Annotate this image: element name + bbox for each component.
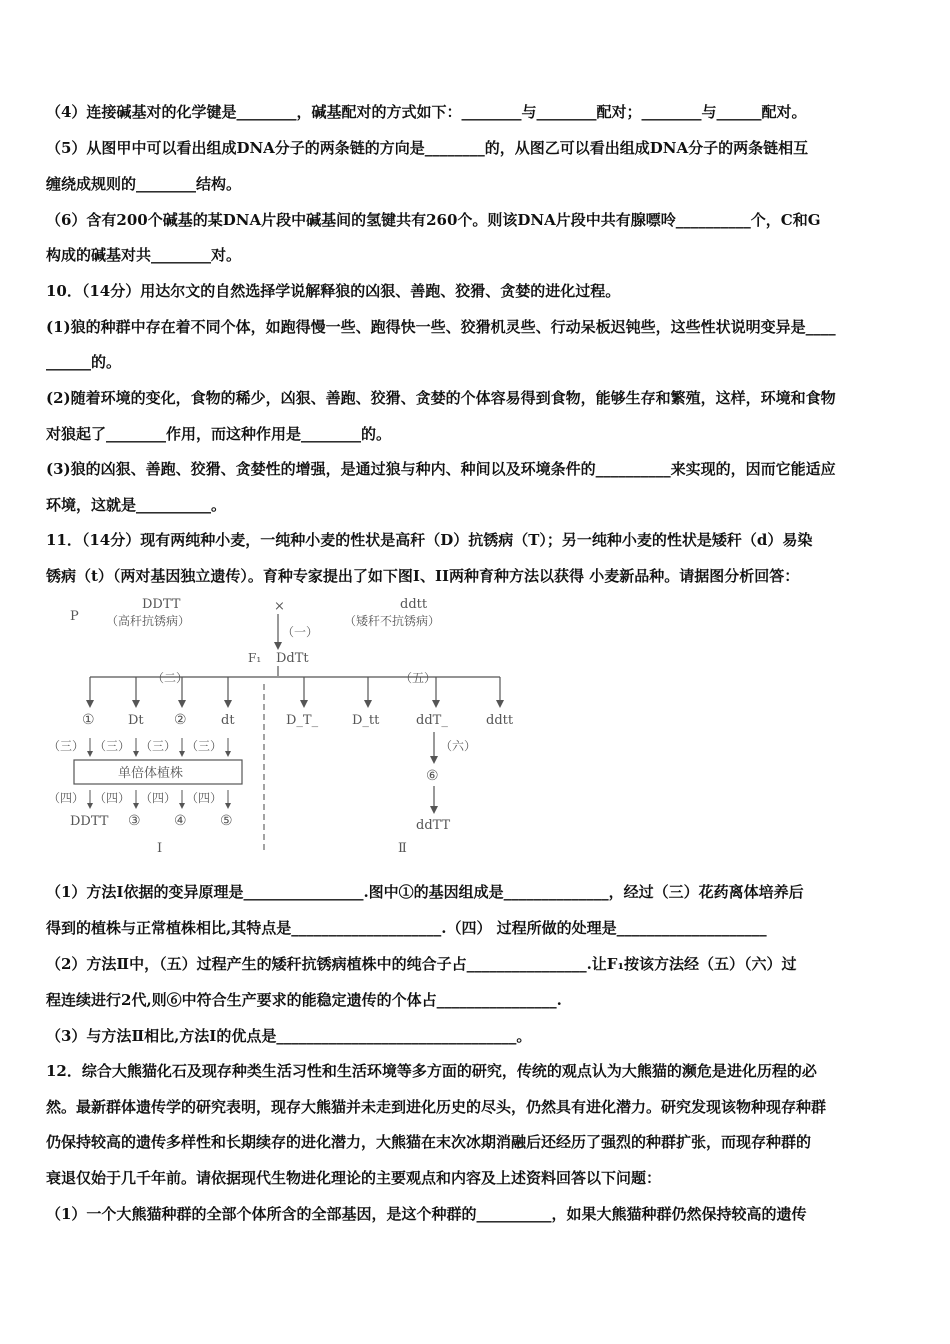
q9-part6-line1: （6）含有200个碱基的某DNA片段中碱基间的氢键共有260个。则该DNA片段中共有腺嘌呤__________个，C和G (46, 211, 821, 229)
q12-line4: 衰退仅始于几千年前。请依据现代生物进化理论的主要观点和内容及上述资料回答以下问题： (46, 1169, 662, 1187)
diagram-p-label: P (70, 609, 79, 624)
q9-part5-line2: 缠绕成规则的________结构。 (46, 175, 242, 193)
diagram-label-method2: Ⅱ (398, 841, 407, 856)
q12-line1: 12．综合大熊猫化石及现存种类生活习性和生活环境等多方面的研究，传统的观点认为大熊猫的濒危是进化历程的必 (46, 1062, 817, 1080)
q10-part3-line1: (3)狼的凶狠、善跑、狡猾、贪婪性的增强，是通过狼与种内、种间以及环境条件的__________来实现的，因而它能适应 (46, 460, 836, 478)
diagram-step4-d: （四） (186, 791, 223, 805)
breeding-diagram (48, 592, 530, 860)
diagram-parent1-desc: （高秆抗锈病） (106, 614, 191, 628)
diagram-step4-a: （四） (48, 791, 85, 805)
q12-part1: （1）一个大熊猫种群的全部个体所含的全部基因，是这个种群的__________，如果大熊猫种群仍然保持较高的遗传 (46, 1205, 807, 1223)
diagram-result-5: ⑤ (220, 813, 233, 829)
q11-part3: （3）与方法Ⅱ相比,方法Ⅰ的优点是________________________________。 (46, 1027, 532, 1045)
diagram-step5: （五） (400, 671, 437, 685)
diagram-step4-b: （四） (94, 791, 131, 805)
diagram-gamete-4: dt (221, 713, 235, 728)
diagram-f2-3: ddT_ (416, 713, 448, 728)
q12-line2: 然。最新群体遗传学的研究表明，现存大熊猫并未走到进化历史的尽头，仍然具有进化潜力。研究发现该物种现存种群 (46, 1098, 827, 1116)
diagram-parent2-desc: （矮秆不抗锈病） (344, 614, 441, 628)
q9-part5-line1: （5）从图甲中可以看出组成DNA分子的两条链的方向是________的，从图乙可以看出组成DNA分子的两条链相互 (46, 139, 809, 157)
diagram-step3-b: （三） (94, 739, 131, 753)
diagram-result-ddtt: DDTT (70, 814, 109, 829)
diagram-step3-c: （三） (140, 739, 177, 753)
diagram-step1: （一） (282, 625, 319, 639)
diagram-gamete-2: Dt (128, 713, 144, 728)
q11-part1-line2: 得到的植株与正常植株相比,其特点是____________________.（四） 过程所做的处理是____________________ (46, 919, 767, 937)
diagram-step3-a: （三） (48, 739, 85, 753)
q10-part2-line1: (2)随着环境的变化，食物的稀少，凶狠、善跑、狡猾、贪婪的个体容易得到食物，能够生存和繁殖，这样，环境和食物 (46, 389, 836, 407)
diagram-parent1: DDTT (142, 597, 181, 612)
q10-heading: 10．（14分）用达尔文的自然选择学说解释狼的凶狠、善跑、狡猾、贪婪的进化过程。 (46, 282, 621, 300)
diagram-gamete-3: ② (174, 712, 187, 728)
diagram-step6: （六） (440, 739, 477, 753)
diagram-label-method1: I (157, 841, 163, 856)
q11-heading-line1: 11．（14分）现有两纯种小麦，一纯种小麦的性状是高秆（D）抗锈病（T）；另一纯种小麦的性状是矮秆（d）易染 (46, 531, 813, 549)
diagram-step4-c: （四） (140, 791, 177, 805)
diagram-cross: × (274, 599, 285, 614)
q11-heading-line2: 锈病（t）（两对基因独立遗传）。育种专家提出了如下图I、II两种育种方法以获得 小麦新品种。请据图分析回答： (46, 567, 800, 585)
diagram-result-3: ③ (128, 813, 141, 829)
q10-part1-line1: (1)狼的种群中存在着不同个体，如跑得慢一些、跑得快一些、狡猾机灵些、行动呆板迟钝些，这些性状说明变异是____ (46, 318, 836, 336)
diagram-f1-label: F₁ (248, 651, 262, 665)
q11-part2-line1: （2）方法Ⅱ中，（五）过程产生的矮秆抗锈病植株中的纯合子占________________.让F₁按该方法经（五）（六）过 (46, 955, 797, 973)
q9-part6-line2: 构成的碱基对共________对。 (46, 246, 242, 264)
diagram-f2-2: D_tt (352, 713, 380, 728)
diagram-haploid: 单倍体植株 (118, 766, 184, 781)
diagram-result-4: ④ (174, 813, 187, 829)
q9-part4: （4）连接碱基对的化学键是________，碱基配对的方式如下：________与________配对；________与______配对。 (46, 103, 807, 121)
q10-part3-line2: 环境，这就是__________。 (46, 496, 227, 514)
diagram-f1: DdTt (276, 651, 309, 666)
diagram-f2-4: ddtt (486, 713, 514, 728)
diagram-n6: ⑥ (426, 768, 439, 784)
diagram-ddTT: ddTT (416, 818, 451, 833)
diagram-parent2: ddtt (400, 597, 428, 612)
q10-part1-line2: ______的。 (46, 353, 122, 371)
q12-line3: 仍保持较高的遗传多样性和长期续存的进化潜力，大熊猫在末次冰期消融后还经历了强烈的种群扩张，而现存种群的 (46, 1133, 812, 1151)
q11-part2-line2: 程连续进行2代,则⑥中符合生产要求的能稳定遗传的个体占________________. (46, 991, 562, 1009)
diagram-gamete-1: ① (82, 712, 95, 728)
q11-part1-line1: （1）方法I依据的变异原理是________________.图中①的基因组成是______________，经过（三）花药离体培养后 (46, 883, 804, 901)
diagram-step2: （二） (152, 671, 189, 685)
q10-part2-line2: 对狼起了________作用，而这种作用是________的。 (46, 425, 392, 443)
diagram-step3-d: （三） (186, 739, 223, 753)
diagram-f2-1: D_T_ (286, 713, 319, 728)
